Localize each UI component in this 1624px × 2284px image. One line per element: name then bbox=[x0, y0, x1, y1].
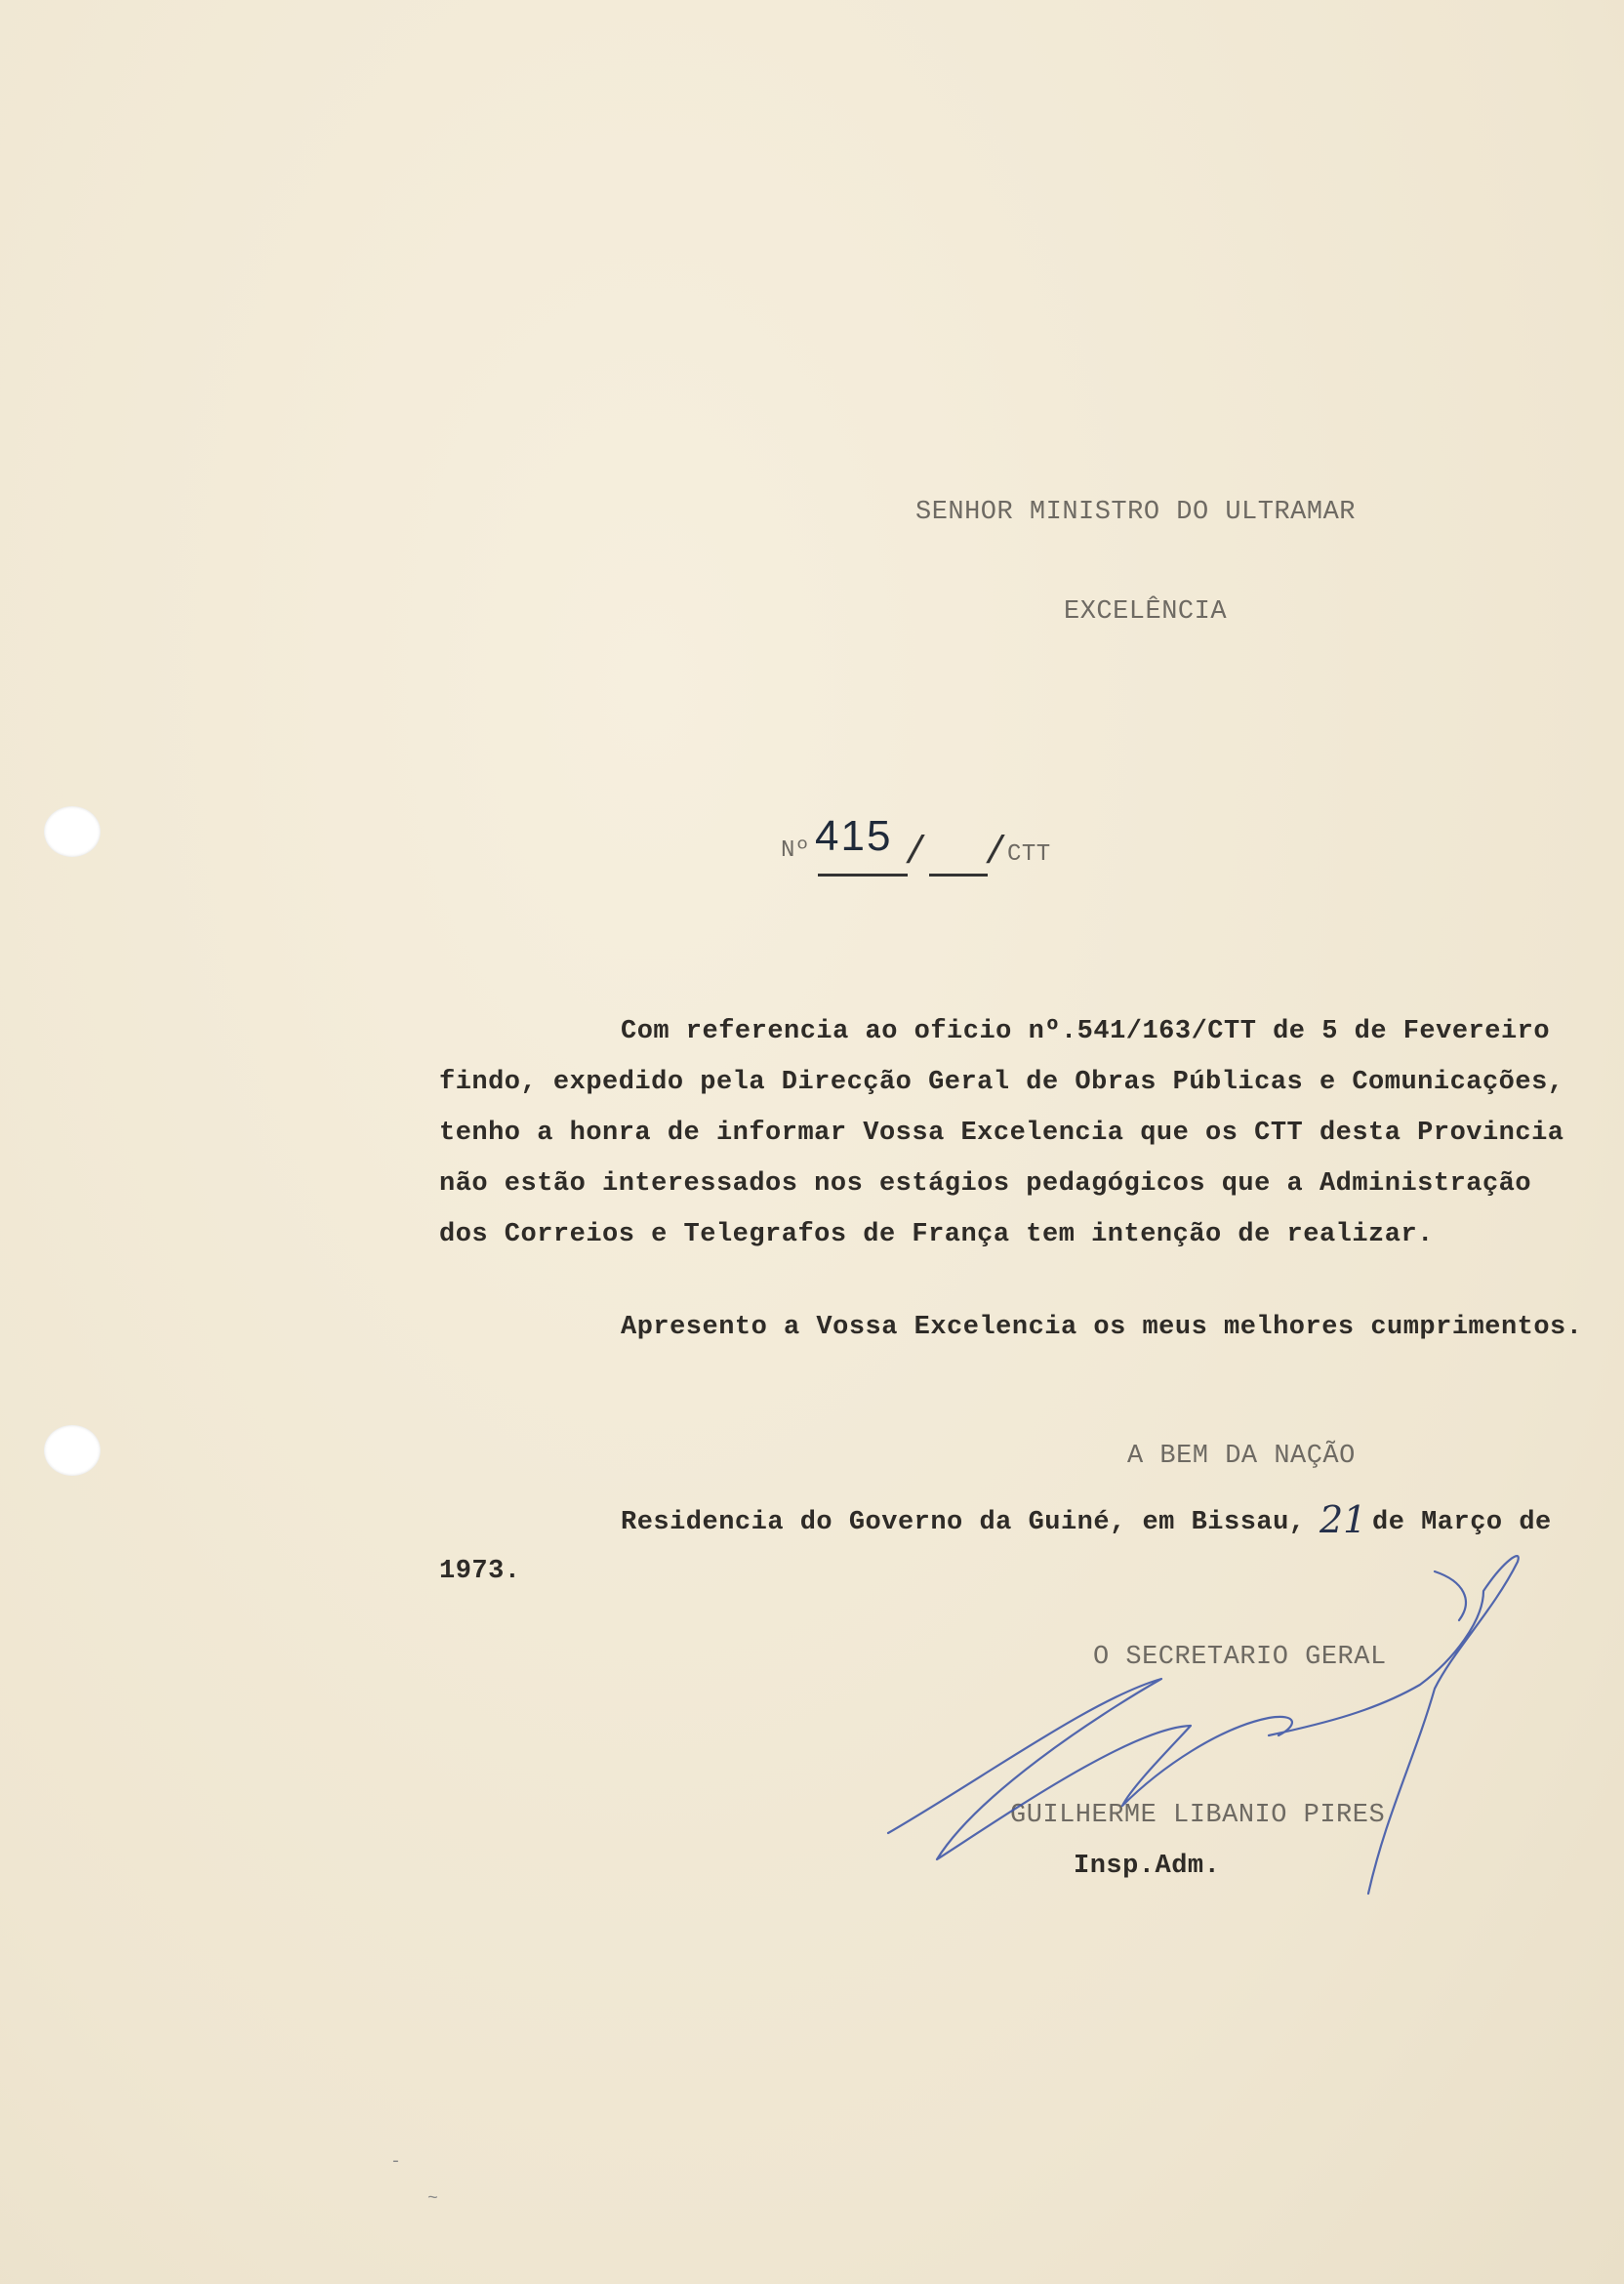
body-line-2: findo, expedido pela Direcção Geral de Obras Públicas e Comunicações, bbox=[439, 1068, 1564, 1097]
reference-separator-1: / bbox=[904, 832, 928, 876]
place-date-line: Residencia do Governo da Guiné, em Bissau, bbox=[621, 1508, 1306, 1537]
punch-hole-bottom bbox=[44, 1425, 101, 1476]
reference-separator-2: / bbox=[984, 832, 1008, 876]
reference-stamped-number: 415 bbox=[815, 812, 893, 860]
reference-suffix: CTT bbox=[1007, 841, 1051, 868]
reference-blank-1 bbox=[818, 874, 908, 877]
stray-mark-1: - bbox=[390, 2152, 401, 2172]
date-year: 1973. bbox=[439, 1557, 521, 1586]
signatory-role: O SECRETARIO GERAL bbox=[1093, 1643, 1387, 1672]
body-line-4: não estão interessados nos estágios pedagógicos que a Administração bbox=[439, 1169, 1532, 1199]
signatory-name: GUILHERME LIBANIO PIRES bbox=[1010, 1801, 1386, 1830]
body-line-3: tenho a honra de informar Vossa Excelencia que os CTT desta Provincia bbox=[439, 1119, 1564, 1148]
signatory-title: Insp.Adm. bbox=[1074, 1852, 1221, 1881]
salutation: EXCELÊNCIA bbox=[1064, 597, 1228, 627]
reference-prefix: Nº bbox=[781, 837, 810, 864]
closing-motto: A BEM DA NAÇÃO bbox=[1127, 1442, 1356, 1471]
recipient-line: SENHOR MINISTRO DO ULTRAMAR bbox=[915, 498, 1356, 527]
body-line-5: dos Correios e Telegrafos de França tem intenção de realizar. bbox=[439, 1220, 1434, 1249]
greeting-paragraph: Apresento a Vossa Excelencia os meus melhores cumprimentos. bbox=[621, 1313, 1583, 1342]
handwritten-day: 21 bbox=[1320, 1498, 1367, 1541]
punch-hole-top bbox=[44, 806, 101, 857]
place-date-month: de Março de bbox=[1372, 1508, 1552, 1537]
body-line-1: Com referencia ao oficio nº.541/163/CTT de 5 de Fevereiro bbox=[621, 1017, 1551, 1046]
reference-blank-2 bbox=[929, 874, 988, 877]
stray-mark-2: ~ bbox=[427, 2189, 438, 2209]
